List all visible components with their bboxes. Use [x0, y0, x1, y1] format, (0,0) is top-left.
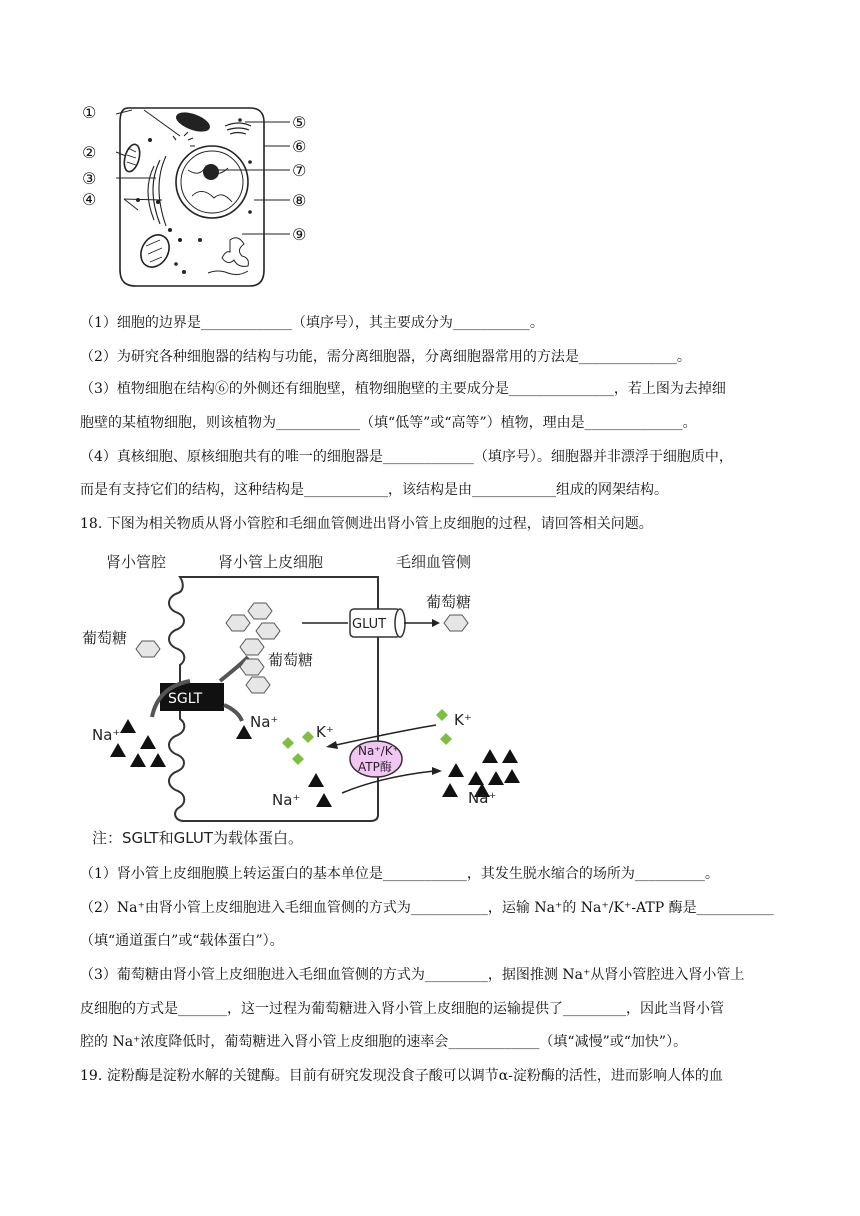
- mitochondrion-top: [175, 110, 212, 135]
- label-7: ⑦: [292, 161, 307, 180]
- k-capillary-label: K⁺: [454, 711, 472, 729]
- kidney-tubule-transport-diagram: [80, 545, 540, 850]
- pump-label-line2: ATP酶: [358, 760, 392, 774]
- glucose-lumen-label: 葡萄糖: [82, 629, 128, 647]
- q17-part4-line1: （4）真核细胞、原核细胞共有的唯一的细胞器是_____________（填序号）。细胞器并非漂浮于细胞质中，: [80, 449, 733, 465]
- q18-part2-line2: （填“通道蛋白”或“载体蛋白”）。: [80, 933, 284, 949]
- mitochondrion-left: [122, 143, 143, 174]
- golgi: [225, 123, 251, 134]
- q18-part3-line2: 皮细胞的方式是_______，这一过程为葡萄糖进入肾小管上皮细胞的运输提供了_________，因此当肾小管: [80, 1001, 724, 1017]
- na-lumen-label: Na⁺: [92, 726, 121, 744]
- glucose-hexagon: [240, 639, 264, 655]
- diagram-note: 注：SGLT和GLUT为载体蛋白。: [92, 829, 303, 847]
- glucose-hexagon: [240, 659, 264, 675]
- nucleolus: [203, 164, 219, 180]
- q18-part2-line1: （2）Na⁺由肾小管上皮细胞进入毛细血管侧的方式为___________，运输 Na⁺的 Na⁺/K⁺-ATP 酶是___________: [80, 900, 774, 916]
- label-4: ④: [82, 190, 97, 209]
- q17-part2: （2）为研究各种细胞器的结构与功能，需分离细胞器，分离细胞器常用的方法是______________。: [80, 349, 691, 365]
- q17-part4-line2: 而是有支持它们的结构，这种结构是____________，该结构是由____________组成的网架结构。: [80, 482, 668, 498]
- label-1: ①: [82, 103, 97, 122]
- q17-part3-line1: （3）植物细胞在结构⑥的外侧还有细胞壁，植物细胞壁的主要成分是_______________，若上图为去掉细: [80, 381, 726, 397]
- q18-part3-line3: 腔的 Na⁺浓度降低时，葡萄糖进入肾小管上皮细胞的速率会_____________（填“减慢”或“加快”）。: [80, 1034, 688, 1050]
- q18-part3-line1: （3）葡萄糖由肾小管上皮细胞进入毛细血管侧的方式为_________，据图推测 Na⁺从肾小管腔进入肾小管上: [80, 967, 745, 983]
- na-cell-bottom-label: Na⁺: [272, 791, 301, 809]
- glucose-capillary-label: 葡萄糖: [426, 593, 472, 611]
- na-cell-label: Na⁺: [250, 713, 279, 731]
- q19-stem: 19. 淀粉酶是淀粉水解的关键酶。目前有研究发现没食子酸可以调节α-淀粉酶的活性，进而影响人体的血: [80, 1068, 723, 1084]
- label-5: ⑤: [292, 113, 307, 132]
- glucose-hexagon: [136, 641, 160, 657]
- animal-cell-diagram: [80, 100, 330, 295]
- golgi-bottom: [222, 238, 248, 267]
- label-3: ③: [82, 169, 97, 188]
- q17-part1: （1）细胞的边界是_____________（填序号），其主要成分为___________。: [80, 315, 544, 331]
- k-cell-label: K⁺: [316, 723, 334, 741]
- label-9: ⑨: [292, 225, 307, 244]
- q18-stem: 18. 下图为相关物质从肾小管腔和毛细血管侧进出肾小管上皮细胞的过程，请回答相关问题。: [80, 516, 653, 532]
- capillary-label: 毛细血管侧: [396, 553, 472, 571]
- q17-part3-line2: 胞壁的某植物细胞，则该植物为____________（填“低等”或“高等”）植物，理由是______________。: [80, 415, 697, 431]
- pump-label-line1: Na⁺/K⁺: [358, 744, 399, 758]
- glucose-cell-label: 葡萄糖: [268, 651, 314, 669]
- lumen-label: 肾小管腔: [106, 553, 167, 571]
- glut-label: GLUT: [352, 617, 387, 632]
- na-capillary-label: Na⁺: [468, 789, 497, 807]
- label-6: ⑥: [292, 137, 307, 156]
- nucleus: [176, 146, 248, 218]
- glucose-hexagon: [256, 623, 280, 639]
- glucose-hexagon: [444, 615, 468, 631]
- cell-label: 肾小管上皮细胞: [218, 553, 324, 571]
- label-8: ⑧: [292, 191, 307, 210]
- glucose-hexagon: [246, 677, 270, 693]
- label-2: ②: [82, 143, 97, 162]
- sglt-label: SGLT: [168, 691, 203, 707]
- q18-part1: （1）肾小管上皮细胞膜上转运蛋白的基本单位是____________，其发生脱水缩合的场所为__________。: [80, 866, 719, 882]
- glucose-hexagon: [226, 615, 250, 631]
- glucose-hexagon: [248, 603, 272, 619]
